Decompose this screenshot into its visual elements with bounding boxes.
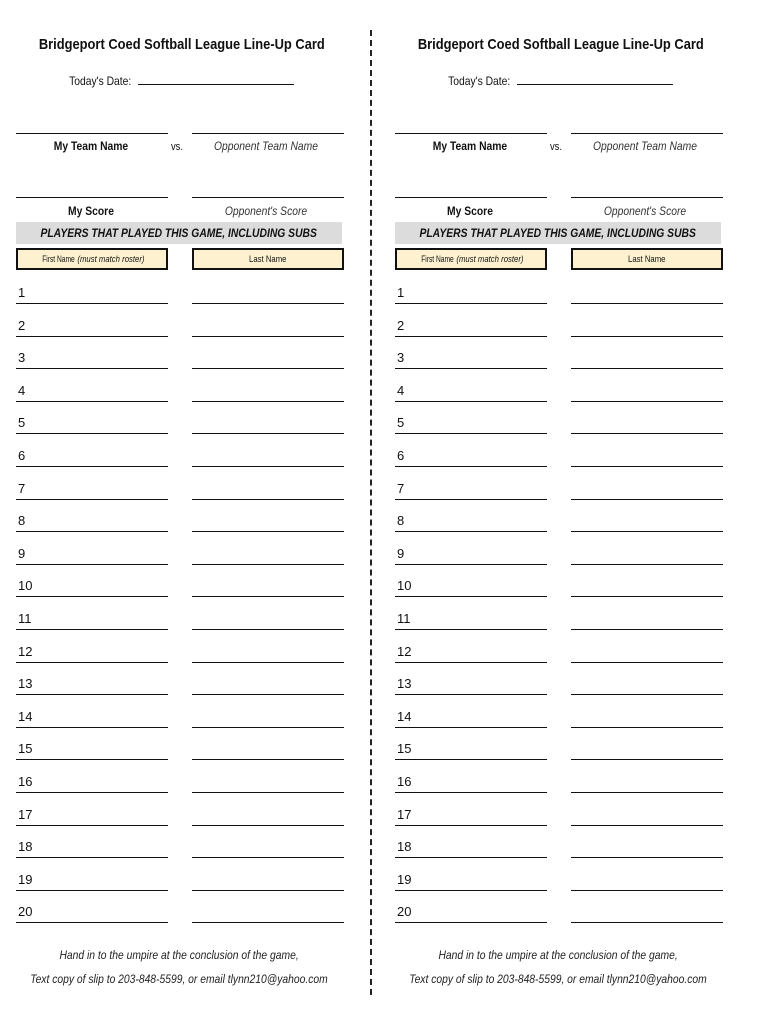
opponent-team-name-label: Opponent Team Name xyxy=(213,139,319,153)
first-name-line[interactable] xyxy=(395,759,547,760)
last-name-line[interactable] xyxy=(571,466,723,467)
vs-label: vs. xyxy=(170,141,184,153)
row-number: 7 xyxy=(18,480,26,496)
first-name-line[interactable] xyxy=(395,368,547,369)
row-number: 5 xyxy=(18,415,26,431)
player-row xyxy=(395,741,725,761)
player-row xyxy=(395,318,725,338)
last-name-line[interactable] xyxy=(192,303,344,304)
opponent-score-line[interactable] xyxy=(571,197,723,198)
last-name-line[interactable] xyxy=(192,596,344,597)
first-name-line[interactable] xyxy=(16,694,168,695)
my-team-name-line[interactable] xyxy=(395,133,547,134)
opponent-team-name-line[interactable] xyxy=(571,133,723,134)
row-number: 10 xyxy=(397,578,412,594)
player-row xyxy=(16,578,346,598)
last-name-line[interactable] xyxy=(192,368,344,369)
first-name-line[interactable] xyxy=(16,303,168,304)
player-row xyxy=(16,513,346,533)
row-number: 18 xyxy=(397,839,412,855)
first-name-line[interactable] xyxy=(16,792,168,793)
first-name-line[interactable] xyxy=(16,662,168,663)
opponent-team-name-line[interactable] xyxy=(192,133,344,134)
first-name-line[interactable] xyxy=(395,401,547,402)
row-number: 9 xyxy=(18,545,26,561)
last-name-line[interactable] xyxy=(571,792,723,793)
first-name-line[interactable] xyxy=(16,466,168,467)
players-banner: PLAYERS THAT PLAYED THIS GAME, INCLUDING SUBS xyxy=(16,222,342,244)
row-number: 4 xyxy=(18,382,26,398)
row-number: 13 xyxy=(18,676,33,692)
first-name-line[interactable] xyxy=(395,466,547,467)
player-row xyxy=(395,481,725,501)
last-name-line[interactable] xyxy=(192,727,344,728)
player-row xyxy=(16,350,346,370)
row-number: 5 xyxy=(397,415,405,431)
first-name-line[interactable] xyxy=(395,825,547,826)
my-score-label: My Score xyxy=(68,204,114,218)
player-row xyxy=(16,546,346,566)
first-name-line[interactable] xyxy=(16,499,168,500)
row-number: 4 xyxy=(397,382,405,398)
date-label: Today's Date: xyxy=(447,74,511,88)
player-row xyxy=(395,774,725,794)
first-name-line[interactable] xyxy=(395,499,547,500)
first-name-line[interactable] xyxy=(16,890,168,891)
last-name-line[interactable] xyxy=(571,401,723,402)
player-row xyxy=(395,513,725,533)
first-name-line[interactable] xyxy=(395,596,547,597)
my-team-name-label: My Team Name xyxy=(53,139,129,153)
first-name-line[interactable] xyxy=(16,727,168,728)
last-name-line[interactable] xyxy=(192,433,344,434)
row-number: 13 xyxy=(397,676,412,692)
player-row xyxy=(395,546,725,566)
first-name-line[interactable] xyxy=(16,433,168,434)
last-name-line[interactable] xyxy=(571,727,723,728)
row-number: 12 xyxy=(397,643,412,659)
player-row xyxy=(16,807,346,827)
row-number: 8 xyxy=(18,513,26,529)
my-score-line[interactable] xyxy=(16,197,168,198)
first-name-line[interactable] xyxy=(16,922,168,923)
player-row xyxy=(395,872,725,892)
first-name-line[interactable] xyxy=(16,564,168,565)
date-field[interactable] xyxy=(395,74,721,88)
row-number: 1 xyxy=(397,285,405,300)
first-name-line[interactable] xyxy=(395,727,547,728)
row-number: 19 xyxy=(397,871,412,887)
last-name-line[interactable] xyxy=(571,857,723,858)
last-name-line[interactable] xyxy=(571,531,723,532)
last-name-line[interactable] xyxy=(571,564,723,565)
first-name-line[interactable] xyxy=(16,629,168,630)
last-name-line[interactable] xyxy=(192,564,344,565)
last-name-line[interactable] xyxy=(571,759,723,760)
footer-instructions-2: Text copy of slip to 203-848-5599, or email tlynn210@yahoo.com xyxy=(30,972,328,986)
last-name-line[interactable] xyxy=(192,792,344,793)
last-name-line[interactable] xyxy=(571,922,723,923)
row-number: 16 xyxy=(397,774,412,789)
row-number: 3 xyxy=(18,350,26,366)
row-number: 17 xyxy=(397,806,412,822)
row-number: 10 xyxy=(18,578,33,594)
first-name-line[interactable] xyxy=(16,759,168,760)
first-name-line[interactable] xyxy=(395,922,547,923)
opponent-team-name-label: Opponent Team Name xyxy=(592,139,698,153)
first-name-line[interactable] xyxy=(395,564,547,565)
opponent-score-label: Opponent's Score xyxy=(603,204,687,218)
player-row xyxy=(16,611,346,631)
player-row xyxy=(395,285,725,305)
first-name-line[interactable] xyxy=(395,531,547,532)
card-title: Bridgeport Coed Softball League Line-Up Card xyxy=(417,36,704,53)
last-name-line[interactable] xyxy=(571,629,723,630)
my-team-name-line[interactable] xyxy=(16,133,168,134)
first-name-line[interactable] xyxy=(395,336,547,337)
last-name-line[interactable] xyxy=(571,825,723,826)
first-name-line[interactable] xyxy=(395,792,547,793)
player-row xyxy=(395,611,725,631)
player-row xyxy=(16,839,346,859)
row-number: 2 xyxy=(18,317,26,333)
last-name-line[interactable] xyxy=(192,857,344,858)
my-score-label: My Score xyxy=(447,204,493,218)
last-name-line[interactable] xyxy=(192,531,344,532)
first-name-line[interactable] xyxy=(395,433,547,434)
date-field[interactable] xyxy=(16,74,342,88)
row-number: 17 xyxy=(18,806,33,822)
player-row xyxy=(16,676,346,696)
last-name-line[interactable] xyxy=(571,499,723,500)
first-name-line[interactable] xyxy=(16,401,168,402)
lineup-card-left xyxy=(16,0,356,1024)
row-number: 7 xyxy=(397,480,405,496)
first-name-line[interactable] xyxy=(16,368,168,369)
date-line[interactable] xyxy=(517,74,673,85)
row-number: 6 xyxy=(18,448,26,463)
last-name-line[interactable] xyxy=(192,759,344,760)
row-number: 14 xyxy=(18,708,33,724)
row-number: 12 xyxy=(18,643,33,659)
player-row xyxy=(16,904,346,924)
row-number: 8 xyxy=(397,513,405,529)
row-number: 14 xyxy=(397,708,412,724)
player-row xyxy=(16,481,346,501)
last-name-line[interactable] xyxy=(571,303,723,304)
last-name-line[interactable] xyxy=(192,336,344,337)
first-name-line[interactable] xyxy=(395,694,547,695)
last-name-line[interactable] xyxy=(571,596,723,597)
first-name-line[interactable] xyxy=(16,336,168,337)
player-row xyxy=(395,578,725,598)
first-name-header: First Name(must match roster) xyxy=(395,248,547,270)
last-name-line[interactable] xyxy=(571,433,723,434)
last-name-line[interactable] xyxy=(192,466,344,467)
first-name-line[interactable] xyxy=(16,596,168,597)
player-row xyxy=(395,709,725,729)
row-number: 1 xyxy=(18,285,26,300)
card-title: Bridgeport Coed Softball League Line-Up Card xyxy=(38,36,325,53)
row-number: 15 xyxy=(18,741,33,757)
opponent-score-label: Opponent's Score xyxy=(224,204,308,218)
row-number: 2 xyxy=(397,317,405,333)
first-name-line[interactable] xyxy=(395,857,547,858)
first-name-note: (must match roster) xyxy=(456,254,524,264)
player-row xyxy=(395,904,725,924)
footer-instructions-1: Hand in to the umpire at the conclusion of the game, xyxy=(59,948,299,962)
first-name-line[interactable] xyxy=(16,825,168,826)
player-row xyxy=(16,383,346,403)
first-name-line[interactable] xyxy=(16,857,168,858)
row-number: 16 xyxy=(18,774,33,789)
last-name-line[interactable] xyxy=(192,662,344,663)
last-name-line[interactable] xyxy=(192,922,344,923)
first-name-note: (must match roster) xyxy=(77,254,145,264)
player-row xyxy=(395,644,725,664)
first-name-line[interactable] xyxy=(395,890,547,891)
cut-line-divider xyxy=(370,30,372,995)
opponent-score-line[interactable] xyxy=(192,197,344,198)
row-number: 19 xyxy=(18,871,33,887)
my-score-line[interactable] xyxy=(395,197,547,198)
row-number: 9 xyxy=(397,545,405,561)
last-name-line[interactable] xyxy=(192,629,344,630)
vs-label: vs. xyxy=(549,141,563,153)
row-number: 18 xyxy=(18,839,33,855)
row-number: 11 xyxy=(18,611,32,626)
last-name-line[interactable] xyxy=(192,890,344,891)
player-row xyxy=(16,285,346,305)
last-name-line[interactable] xyxy=(571,890,723,891)
last-name-line[interactable] xyxy=(192,499,344,500)
player-row xyxy=(16,415,346,435)
last-name-line[interactable] xyxy=(192,694,344,695)
player-row xyxy=(395,839,725,859)
player-row xyxy=(395,350,725,370)
player-row xyxy=(395,676,725,696)
footer-instructions-1: Hand in to the umpire at the conclusion of the game, xyxy=(438,948,678,962)
player-row xyxy=(395,383,725,403)
first-name-line[interactable] xyxy=(16,531,168,532)
lineup-card-right xyxy=(395,0,735,1024)
player-row xyxy=(395,415,725,435)
footer-instructions-2: Text copy of slip to 203-848-5599, or email tlynn210@yahoo.com xyxy=(409,972,707,986)
player-row xyxy=(16,318,346,338)
player-row xyxy=(395,807,725,827)
player-row xyxy=(16,774,346,794)
date-label: Today's Date: xyxy=(68,74,132,88)
last-name-header: Last Name xyxy=(192,248,344,270)
player-row xyxy=(16,448,346,468)
last-name-line[interactable] xyxy=(571,662,723,663)
first-name-line[interactable] xyxy=(395,303,547,304)
row-number: 3 xyxy=(397,350,405,366)
date-line[interactable] xyxy=(138,74,294,85)
last-name-header: Last Name xyxy=(571,248,723,270)
row-number: 15 xyxy=(397,741,412,757)
first-name-line[interactable] xyxy=(395,629,547,630)
row-number: 20 xyxy=(18,904,33,920)
last-name-line[interactable] xyxy=(192,825,344,826)
player-row xyxy=(16,741,346,761)
my-team-name-label: My Team Name xyxy=(432,139,508,153)
first-name-line[interactable] xyxy=(395,662,547,663)
row-number: 6 xyxy=(397,448,405,463)
last-name-line[interactable] xyxy=(571,368,723,369)
player-row xyxy=(16,644,346,664)
last-name-line[interactable] xyxy=(571,694,723,695)
players-banner: PLAYERS THAT PLAYED THIS GAME, INCLUDING SUBS xyxy=(395,222,721,244)
row-number: 11 xyxy=(397,611,411,626)
row-number: 20 xyxy=(397,904,412,920)
player-row xyxy=(16,872,346,892)
last-name-line[interactable] xyxy=(571,336,723,337)
player-row xyxy=(16,709,346,729)
last-name-line[interactable] xyxy=(192,401,344,402)
first-name-header: First Name(must match roster) xyxy=(16,248,168,270)
player-row xyxy=(395,448,725,468)
